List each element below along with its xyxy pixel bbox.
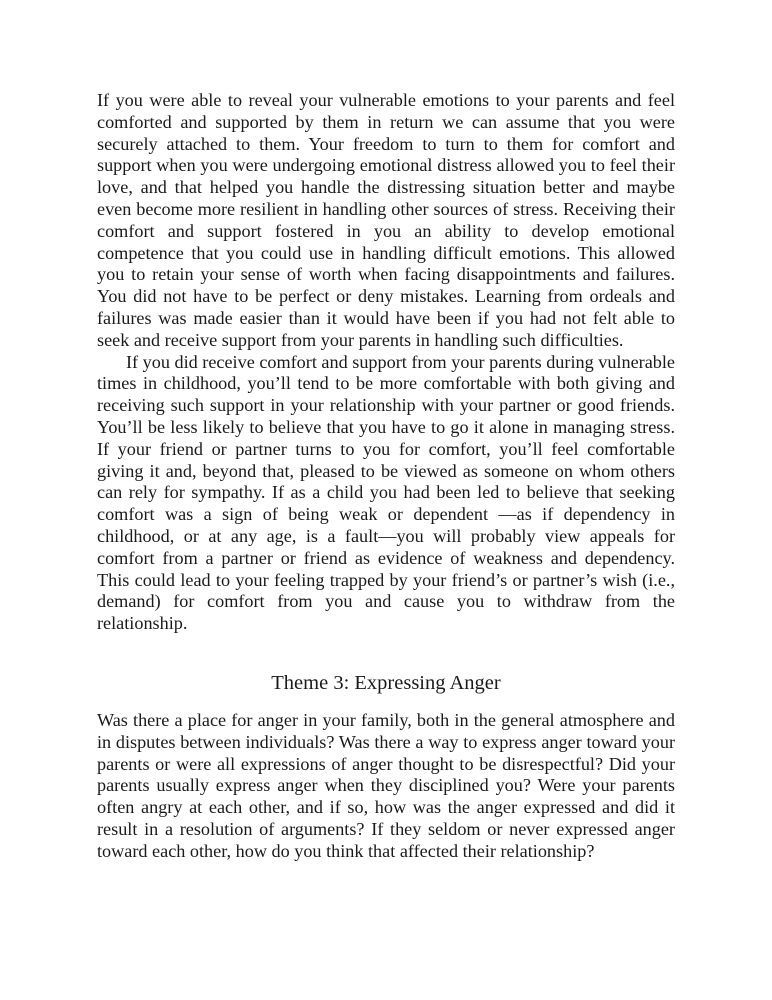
body-paragraph: Was there a place for anger in your family, both in the general atmosphere and in disputes between individuals? Was there a way to express anger toward your parents or were all expressions of anger thought to be disrespectful? Did your parents usually express anger when they disciplined you? Were your parents often angry at each other, and if so, how was the anger expressed and did it result in a resolution of arguments? If they seldom or never expressed anger toward each other, how do you think that affected their relationship? (97, 709, 675, 861)
section-heading: Theme 3: Expressing Anger (271, 671, 501, 694)
body-paragraph: If you did receive comfort and support from your parents during vulnerable times in childhood, you’ll tend to be more comfortable with both giving and receiving such support in your relationship with your partner or good friends. You’ll be less likely to believe that you have to go it alone in managing stress. If your friend or partner turns to you for comfort, you’ll feel comfortable giving it and, beyond that, pleased to be viewed as someone on whom others can rely for sympathy. If as a child you had been led to believe that seeking comfort was a sign of being weak or dependent —as if dependency in childhood, or at any age, is a fault—you will probably view appeals for comfort from a partner or friend as evidence of weakness and dependency. This could lead to your feeling trapped by your friend’s or partner’s wish (i.e., demand) for comfort from you and cause you to withdraw from the relationship. (97, 351, 675, 634)
document-page (97, 90, 675, 863)
body-paragraph: If you were able to reveal your vulnerable emotions to your parents and feel comforted and supported by them in return we can assume that you were securely attached to them. Your freedom to turn to them for comfort and support when you were undergoing emotional distress allowed you to feel their love, and that helped you handle the distressing situation better and maybe even become more resilient in handling other sources of stress. Receiving their comfort and support fostered in you an ability to develop emotional competence that you could use in handling difficult emotions. This allowed you to retain your sense of worth when facing disappointments and failures. You did not have to be perfect or deny mistakes. Learning from ordeals and failures was made easier than it would have been if you had not felt able to seek and receive support from your parents in handling such difficulties. (97, 90, 675, 350)
